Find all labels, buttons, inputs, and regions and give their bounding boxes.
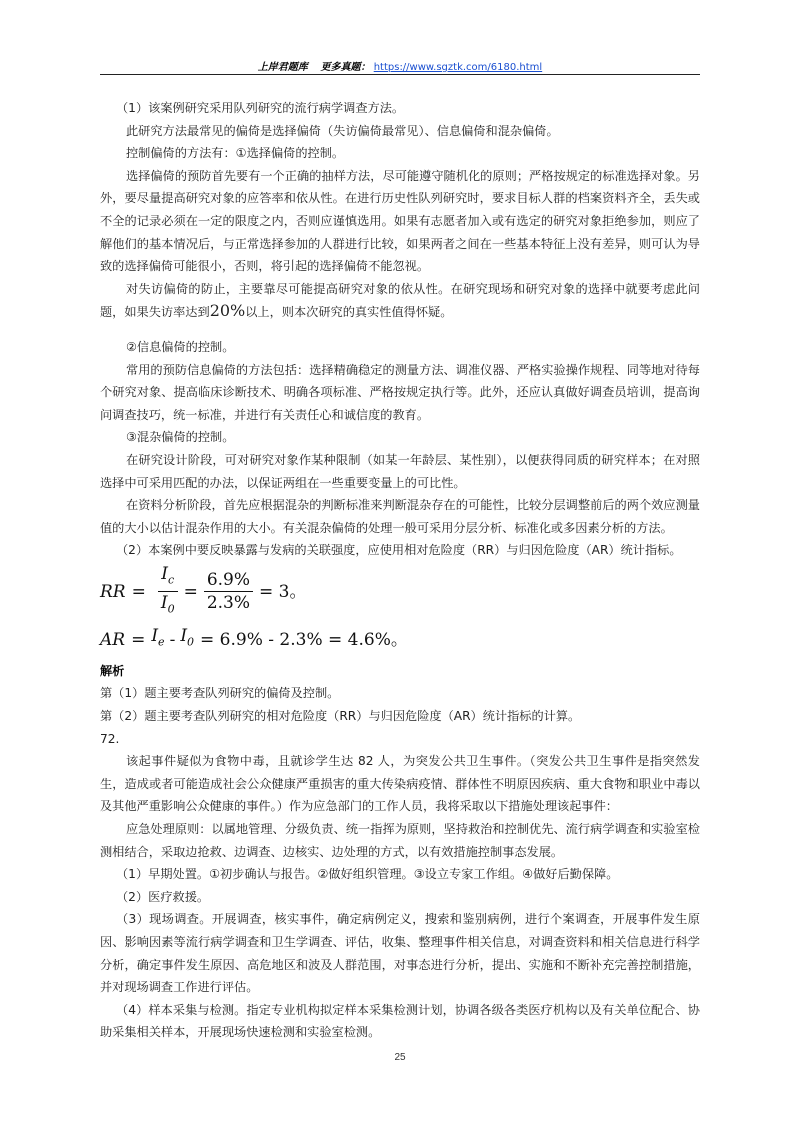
rr-symbolic-fraction: $\frac{I_c}{I_0}$ [158, 563, 178, 621]
header-link[interactable]: https://www.sgztk.com/6180.html [373, 62, 543, 73]
q71-analysis-stage: 在资料分析阶段，首先应根据混杂的判断标准来判断混杂存在的可能性，比较分层调整前后的两个效应测量值的大小以估计混杂作用的大小。有关混杂偏倚的处理一般可采用分层分析、标准化或多因素分析的方法。 [100, 498, 700, 535]
rr-result: = 3。 [259, 581, 307, 602]
rr-numeric-fraction [204, 569, 253, 614]
page-number: 25 [394, 1052, 406, 1063]
q71-loss-text-a: 对失访偏倚的防止，主要靠尽可能提高研究对象的依从性。在研究现场和研究对象的选择中就要考虑此问题，如果失访率达到 [100, 281, 700, 320]
q71-loss-to-follow-up [100, 278, 700, 324]
q71-answer-1: （1）该案例研究采用队列研究的流行病学调查方法。 [116, 101, 405, 115]
rr-denominator: 2.3% [204, 591, 253, 614]
q72-step-2: （2）医疗救援。 [116, 889, 210, 904]
rr-numerator: 6.9% [206, 570, 251, 591]
analysis-line-2: 第（2）题主要考查队列研究的相对危险度（RR）与归因危险度（AR）统计指标的计算。 [100, 709, 581, 724]
header-brand: 上岸君题库 [257, 62, 308, 73]
q72-number: 72. [100, 731, 120, 746]
page-content [100, 97, 700, 1044]
q71-control-intro: 控制偏倚的方法有：①选择偏倚的控制。 [126, 146, 345, 161]
page-header [0, 58, 800, 73]
q72-step-3: （3）现场调查。开展调查，核实事件，确定病例定义，搜索和鉴别病例，进行个案调查，开展事件发生原因、影响因素等流行病学调查和卫生学调查、评估，收集、整理事件相关信息，对调查资料和相关信息进行科学分析，确定事件发生原因、高危地区和波及人群范围，对事态进行分析，提出、实施和不断补充完善控制措施，并对现场调查工作进行评估。 [100, 912, 700, 995]
q71-design-stage: 在研究设计阶段，可对研究对象作某种限制（如某一年龄层、某性别），以便获得同质的研究样本；在对照选择中可采用匹配的办法，以保证两组在一些重要变量上的可比性。 [100, 452, 700, 490]
q71-loss-text-b: 以上，则本次研究的真实性值得怀疑。 [245, 305, 453, 320]
q71-loss-percent: 20% [209, 301, 246, 321]
rr-formula: RR = $\frac{I_c}{I_0}$ = $\frac{6.9\%}{2.3\%}$ = 3。 [100, 564, 700, 620]
q72-step-4: （4）样本采集与检测。指定专业机构拟定样本采集检测计划，协调各级各类医疗机构以及有关单位配合、协助采集相关样本，开展现场快速检测和实验室检测。 [100, 1002, 700, 1040]
rr-label: RR [100, 581, 126, 602]
q71-answer-2: （2）本案例中要反映暴露与发病的关联强度，应使用相对危险度（RR）与归因危险度（AR）统计指标。 [116, 543, 682, 558]
ar-formula: AR = $I_e$ - $I_0$ = 6.9% - 2.3% = 4.6%。 [100, 626, 408, 650]
header-label: 更多真题： [320, 62, 371, 73]
q71-selection-bias: 选择偏倚的预防首先要有一个正确的抽样方法，尽可能遵守随机化的原则；严格按规定的标准选择对象。另外，要尽量提高研究对象的应答率和依从性。在进行历史性队列研究时，要求目标人群的档案资料齐全，丢失或不全的记录必须在一定的限度之内，否则应谨慎选用。如果有志愿者加入或有选定的研究对象拒绝参加，则应了解他们的基本情况后，与正常选择参加的人群进行比较，如果两者之间在一些基本特征上没有差异，则可认为导致的选择偏倚可能很小，否则，将引起的选择偏倚不能忽视。 [100, 168, 700, 274]
ar-result: = 6.9% - 2.3% = 4.6%。 [200, 629, 408, 650]
q71-info-bias: 常用的预防信息偏倚的方法包括：选择精确稳定的测量方法、调准仪器、严格实验操作规程、同等地对待每个研究对象、提高临床诊断技术、明确各项标准、严格按规定执行等。此外，还应认真做好调查员培训，提高询问调查技巧，统一标准，并进行有关责任心和诚信度的教育。 [100, 362, 700, 422]
analysis-title: 解析 [100, 663, 125, 678]
analysis-line-1: 第（1）题主要考查队列研究的偏倚及控制。 [100, 686, 340, 701]
header-divider [100, 74, 700, 75]
q71-info-bias-title: ②信息偏倚的控制。 [126, 339, 235, 354]
q72-principles: 应急处理原则：以属地管理、分级负责、统一指挥为原则，坚持救治和控制优先、流行病学调查和实验室检测相结合，采取边抢救、边调查、边核实、边处理的方式，以有效措施控制事态发展。 [100, 822, 700, 859]
q72-intro: 该起事件疑似为食物中毒，且就诊学生达 82 人，为突发公共卫生事件。（突发公共卫生事件是指突然发生，造成或者可能造成社会公众健康严重损害的重大传染病疫情、群体性不明原因疾病、重大食物和职业中毒以及其他严重影响公众健康的事件。）作为应急部门的工作人员，我将采取以下措施处理该起事件： [100, 754, 700, 814]
q72-step-1: （1）早期处置。①初步确认与报告。②做好组织管理。③设立专家工作组。④做好后勤保障。 [116, 867, 619, 882]
q71-bias-types: 此研究方法最常见的偏倚是选择偏倚（失访偏倚最常见）、信息偏倚和混杂偏倚。 [126, 123, 559, 138]
q71-confounding-title: ③混杂偏倚的控制。 [126, 430, 235, 445]
ar-label: AR [100, 629, 126, 650]
